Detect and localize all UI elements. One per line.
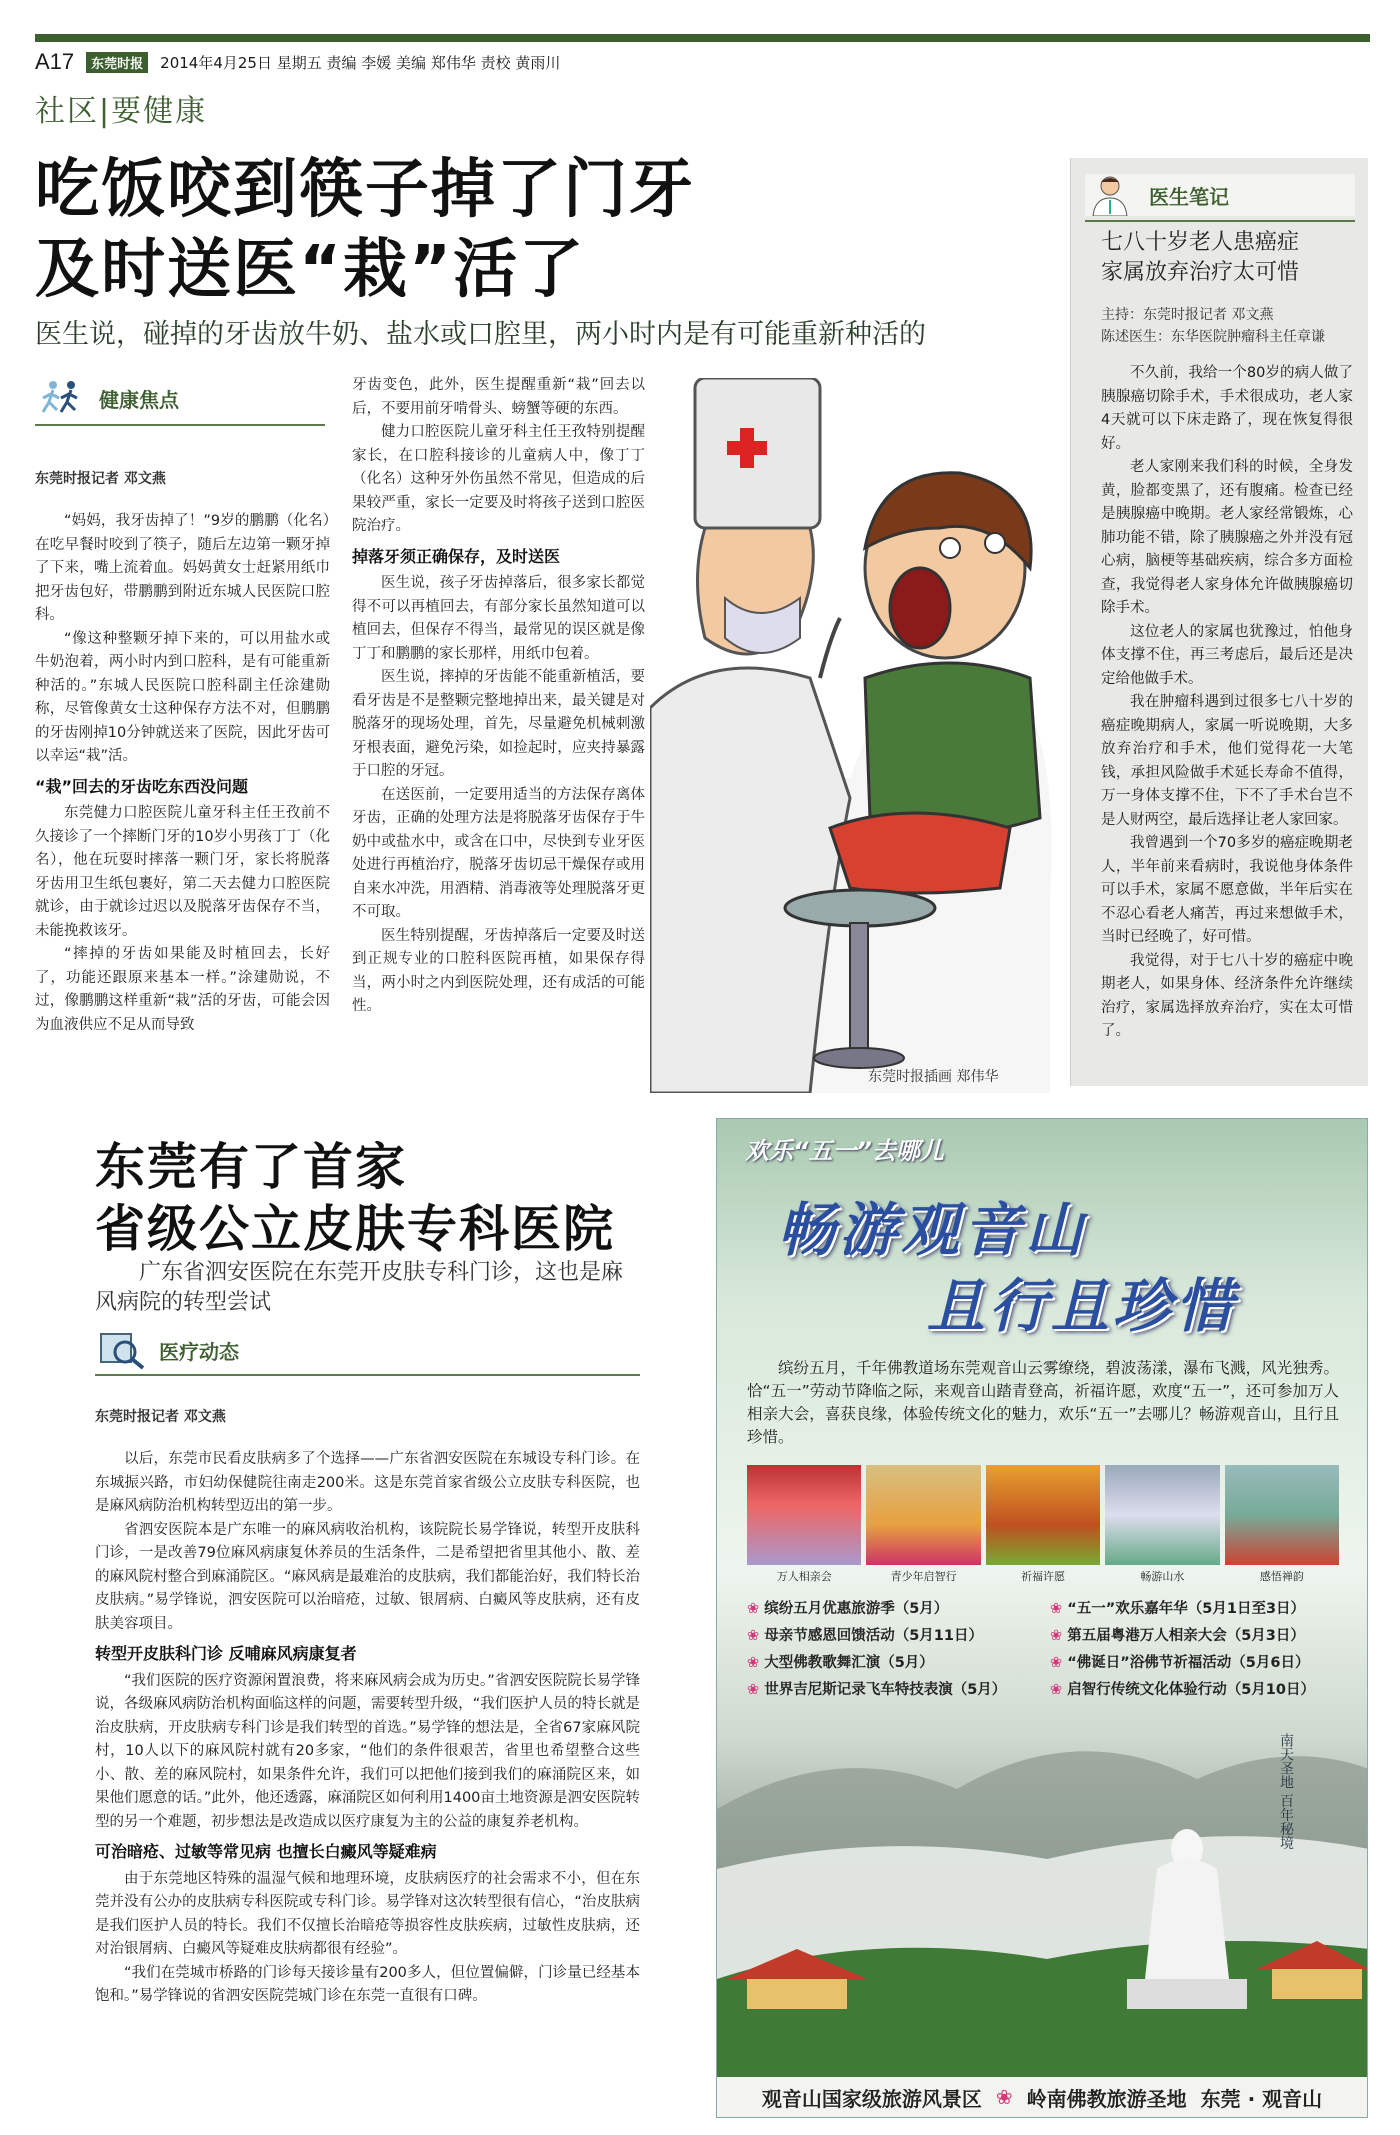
flower-icon: ❀: [995, 2085, 1013, 2109]
article2-body: [95, 1448, 640, 2009]
event-item: ❀ 启智行传统文化体验行动（5月10日）: [1050, 1678, 1339, 1699]
section-title: 社区|要健康: [35, 94, 208, 129]
paragraph: 我曾遇到一个70多岁的癌症晚期老人，半年前来看病时，我说他身体条件可以手术，家属不愿意做，半年后实在不忍心看老人痛苦，再过来想做手术，当时已经晚了，好可惜。: [1101, 835, 1353, 945]
calligraphy-line-1: 南天圣地: [1278, 1733, 1294, 1789]
article1-headline: [35, 150, 695, 310]
paragraph: 医生说，摔掉的牙齿能不能重新植活，要看牙齿是不是整颗完整地掉出来，最关键是对脱落牙的现场处理，首先，尽量避免机械刺激牙根表面，避免污染，如捡起时，应夹持暴露于口腔的牙冠。: [352, 669, 645, 779]
ad-footer-right: 东莞 · 观音山: [1200, 2086, 1323, 2111]
paragraph: “我们医院的医疗资源闲置浪费，将来麻风病会成为历史。”省泗安医院院长易学锋说，各级麻风病防治机构面临这样的问题，需要转型升级，“我们医护人员的特长就是治皮肤病，开皮肤病专科门诊是我们转型的首选。”易学锋的想法是，全省67家麻风院村，10人以下的麻风院村就有20多家，“他们的条件很艰苦，省里也希望整合这些小、散、差的麻风院村，如果条件允许，我们可以把他们接到我们的麻涌院区来，如果他们愿意的话。”此外，他还透露，麻涌院区如何利用1400亩土地资源是泗安医院转型的另一个难题，初步想法是改造成以医疗康复为主的公益的康复养老机构。: [95, 1672, 640, 1830]
paragraph: “妈妈，我牙齿掉了！”9岁的鹏鹏（化名）在吃早餐时咬到了筷子，随后左边第一颗牙掉了下来，嘴上流着血。妈妈黄女士赶紧用纸巾把牙齿包好，带鹏鹏到附近东城人民医院口腔科。: [35, 513, 330, 623]
ad-photo-strip: [747, 1465, 1339, 1584]
article1-tag-block: [35, 378, 325, 426]
photo-caption: 万人相亲会: [776, 1570, 832, 1583]
tag-label: 健康焦点: [99, 387, 179, 412]
article2-subhead: 广东省泗安医院在东莞开皮肤专科门诊，这也是麻风病院的转型尝试: [95, 1260, 624, 1315]
ad-title-2: 且行且珍惜: [927, 1272, 1238, 1340]
boy-shorts: [830, 813, 1010, 893]
paragraph: 由于东莞地区特殊的温湿气候和地理环境，皮肤病医疗的社会需求不小，但在东莞并没有公办的皮肤病专科医院或专科门诊。易学锋对这次转型很有信心，“治皮肤病是我们医护人员的特长。我们不仅擅长治暗疮等损容性皮肤疾病，过敏性皮肤病，还对治银屑病、白癜风等疑难皮肤病都很有经验”。: [95, 1870, 640, 1957]
medical-news-tag: [95, 1330, 640, 1370]
article2-tag-block: [95, 1330, 640, 1376]
sidebar-meta: [1101, 304, 1325, 348]
masthead: [35, 50, 1370, 74]
article1-col2: [352, 374, 645, 1019]
paragraph: 我在肿瘤科遇到过很多七八十岁的癌症晚期病人，家属一听说晚期，大多放弃治疗和手术，他们觉得花一大笔钱，承担风险做手术延长寿命不值得，万一身体支撑不住，下不了手术台岂不是人财两空，最后选择让老人家回家。: [1101, 694, 1353, 828]
paragraph: 医生说，孩子牙齿掉落后，很多家长都觉得不可以再植回去，有部分家长虽然知道可以植回去，但保存不得当，最常见的误区就是像丁丁和鹏鹏的家长那样，用纸巾包着。: [352, 575, 645, 662]
doctor-notes-sidebar: [1070, 158, 1368, 1086]
paragraph: 以后，东莞市民看皮肤病多了个选择——广东省泗安医院在东城设专科门诊。在东城振兴路，市妇幼保健院往南走200米。这是东莞首家省级公立皮肤专科医院，也是麻风病防治机构转型迈出的第一步。: [95, 1451, 640, 1514]
paragraph: “像这种整颗牙掉下来的，可以用盐水或牛奶泡着，两小时内到口腔科，是有可能重新种活的。”东城人民医院口腔科副主任涂建勋称，尽管像黄女士这种保存方法不对，但鹏鹏的牙齿刚掉10分钟就送来了医院，因此牙齿可以幸运“栽”活。: [35, 630, 330, 764]
paragraph: 医生特别提醒，牙齿掉落后一定要及时送到正规专业的口腔科医院再植，如果保存得当，两小时之内到医院处理，还有成活的可能性。: [352, 927, 645, 1014]
photo-caption: 祈福许愿: [1021, 1570, 1066, 1583]
boy-shirt: [865, 663, 1040, 833]
calligraphy-line-2: 百年秘境: [1278, 1793, 1294, 1850]
photo-caption: 感悟禅韵: [1259, 1570, 1304, 1583]
paragraph: 不久前，我给一个80岁的病人做了胰腺癌切除手术，手术很成功，老人家4天就可以下床走路了，现在恢复得很好。: [1101, 365, 1353, 452]
event-item: ❀ 世界吉尼斯记录飞车特技表演（5月）: [747, 1678, 1036, 1699]
ad-photo: [747, 1465, 861, 1584]
headline-line-2: 省级公立皮肤专科医院: [95, 1200, 615, 1258]
sidebar-tag-label: 医生笔记: [1149, 184, 1229, 209]
sidebar-title-line-1: 七八十岁老人患癌症: [1101, 230, 1300, 255]
tag-label: 医疗动态: [159, 1339, 239, 1364]
dental-tool: [820, 618, 840, 678]
stool: [785, 890, 935, 926]
tag-rule: [95, 1374, 640, 1376]
event-item: ❀ 第五届粤港万人相亲大会（5月3日）: [1050, 1624, 1339, 1645]
illustration-credit: 东莞时报插画 郑伟华: [868, 1069, 999, 1085]
paper-logo: 东莞时报: [86, 52, 148, 73]
sidebar-tag: [1085, 174, 1355, 216]
article1-crosshead-2: 掉落牙须正确保存，及时送医: [352, 546, 561, 566]
ad-photo: [1105, 1465, 1219, 1584]
sidebar-rule: [1085, 220, 1355, 222]
runner-icon: [35, 378, 89, 418]
article1-crosshead-1: “栽”回去的牙齿吃东西没问题: [35, 776, 249, 796]
masthead-info: 2014年4月25日 星期五 责编 李媛 美编 郑伟华 责校 黄雨川: [160, 53, 561, 72]
ad-title-1: 畅游观音山: [777, 1196, 1088, 1264]
photo-caption: 畅游山水: [1140, 1570, 1185, 1583]
event-item: ❀ “五一”欢乐嘉年华（5月1日至3日）: [1050, 1597, 1339, 1618]
article2-crosshead-2: 可治暗疮、过敏等常见病 也擅长白癜风等疑难病: [95, 1842, 437, 1861]
guanyinshan-advertisement: [716, 1118, 1368, 2118]
health-focus-tag: [35, 378, 325, 418]
event-item: ❀ 缤纷五月优惠旅游季（5月）: [747, 1597, 1036, 1618]
headline-line-1: 东莞有了首家: [95, 1138, 407, 1196]
event-item: ❀ 母亲节感恩回馈活动（5月11日）: [747, 1624, 1036, 1645]
ad-intro: 缤纷五月，千年佛教道场东莞观音山云雾缭绕，碧波荡漾，瀑布飞溅，风光独秀。恰“五一”劳动节降临之际，来观音山踏青登高，祈福许愿，欢度“五一”，还可参加万人相亲大会，喜获良缘，体验传统文化的魅力，欢乐“五一”去哪儿？畅游观音山，且行且珍惜。: [747, 1359, 1339, 1446]
paragraph: 省泗安医院本是广东唯一的麻风病收治机构，该院院长易学锋说，转型开皮肤科门诊，一是改善79位麻风病康复休养员的生活条件，二是希望把省里其他小、散、差的麻风院村整合到麻涌院区。“麻风病是最难治的皮肤病，我们都能治好，我们特长治皮肤病。”易学锋说，泗安医院可以治暗疮，过敏、银屑病、白癜风等皮肤病，还有皮肤美容项目。: [95, 1521, 640, 1632]
article1-col1: [35, 510, 330, 1037]
headline-line-1: 吃饭咬到筷子掉了门牙: [35, 153, 695, 227]
sidebar-host: 主持：东莞时报记者 邓文燕: [1101, 307, 1274, 323]
ad-footer-left: 观音山国家级旅游风景区: [761, 2086, 982, 2111]
article2-byline: 东莞时报记者 邓文燕: [95, 1409, 226, 1425]
page-number: A17: [35, 49, 75, 74]
paragraph: “我们在莞城市桥路的门诊每天接诊量有200多人，但位置偏僻，门诊量已经基本饱和。”易学锋说的省泗安医院莞城门诊在东莞一直很有口碑。: [95, 1964, 640, 2004]
tag-rule: [35, 424, 325, 426]
ad-kicker: 欢乐“五一”去哪儿: [745, 1137, 944, 1165]
top-rule: [35, 34, 1370, 42]
paragraph: 牙齿变色，此外，医生提醒重新“栽”回去以后，不要用前牙啃骨头、螃蟹等硬的东西。: [352, 377, 645, 417]
sidebar-title: [1101, 228, 1299, 288]
doctor-icon: [1085, 174, 1135, 216]
sidebar-body: [1101, 362, 1353, 1044]
sidebar-title-line-2: 家属放弃治疗太可惜: [1101, 260, 1300, 285]
article2-headline: [95, 1136, 615, 1260]
dentist-illustration: [650, 378, 1065, 1093]
boy-mouth: [890, 568, 950, 648]
magnifier-icon: [95, 1330, 149, 1370]
paragraph: 我觉得，对于七八十岁的癌症中晚期老人，如果身体、经济条件允许继续治疗，家属选择放弃治疗，实在太可惜了。: [1101, 952, 1353, 1039]
paragraph: 老人家刚来我们科的时候，全身发黄，脸都变黑了，还有腹痛。检查已经是胰腺癌中晚期。老人家经常锻炼，心肺功能不错，除了胰腺癌之外并没有冠心病，脑梗等基础疾病，综合多方面检查，我觉得老人家身体允许做胰腺癌切除手术。: [1101, 459, 1353, 616]
headline-line-2: 及时送医“栽”活了: [35, 233, 586, 307]
ad-event-list: [747, 1597, 1339, 1699]
ad-footer: [717, 2077, 1367, 2117]
paragraph: “摔掉的牙齿如果能及时植回去，长好了，功能还跟原来基本一样。”涂建勋说，不过，像鹏鹏这样重新“栽”活的牙齿，可能会因为血液供应不足从而导致: [35, 946, 330, 1033]
paragraph: 健力口腔医院儿童牙科主任王孜特别提醒家长，在口腔科接诊的儿童病人中，像丁丁（化名）这种牙外伤虽然不常见，但造成的后果较严重，家长一定要及时将孩子送到口腔医院治疗。: [352, 424, 645, 534]
ad-photo: [1225, 1465, 1339, 1584]
ad-photo: [866, 1465, 980, 1584]
photo-caption: 青少年启智行: [890, 1570, 957, 1583]
article1-byline: 东莞时报记者 邓文燕: [35, 471, 166, 487]
paragraph: 在送医前，一定要用适当的方法保存离体牙齿，正确的处理方法是将脱落牙齿保存于牛奶中或盐水中，或含在口中，尽快到专业牙医处进行再植治疗，脱落牙齿切忌干燥保存或用自来水冲洗，用酒精、消毒液等处理脱落牙更不可取。: [352, 786, 645, 920]
ad-footer-mid: 岭南佛教旅游圣地: [1026, 2086, 1187, 2111]
ad-calligraphy: [1275, 1733, 1297, 1849]
event-item: ❀ “佛诞日”浴佛节祈福活动（5月6日）: [1050, 1651, 1339, 1672]
paragraph: 这位老人的家属也犹豫过，怕他身体支撑不住，再三考虑后，最后还是决定给他做手术。: [1101, 623, 1353, 687]
article1-subhead: 医生说，碰掉的牙齿放牛奶、盐水或口腔里，两小时内是有可能重新种活的: [35, 319, 926, 350]
ad-photo: [986, 1465, 1100, 1584]
paragraph: 东莞健力口腔医院儿童牙科主任王孜前不久接诊了一个摔断门牙的10岁小男孩丁丁（化名），他在玩耍时摔落一颗门牙，家长将脱落牙齿用卫生纸包裹好，第二天去健力口腔医院就诊，由于就诊过迟以及脱落牙齿保存不当，未能挽救该牙。: [35, 805, 330, 939]
event-item: ❀ 大型佛教歌舞汇演（5月）: [747, 1651, 1036, 1672]
landscape-scene: [717, 1679, 1368, 2079]
sidebar-narrator: 陈述医生：东华医院肿瘤科主任章谦: [1101, 329, 1325, 345]
article2-crosshead-1: 转型开皮肤科门诊 反哺麻风病康复者: [95, 1644, 357, 1663]
